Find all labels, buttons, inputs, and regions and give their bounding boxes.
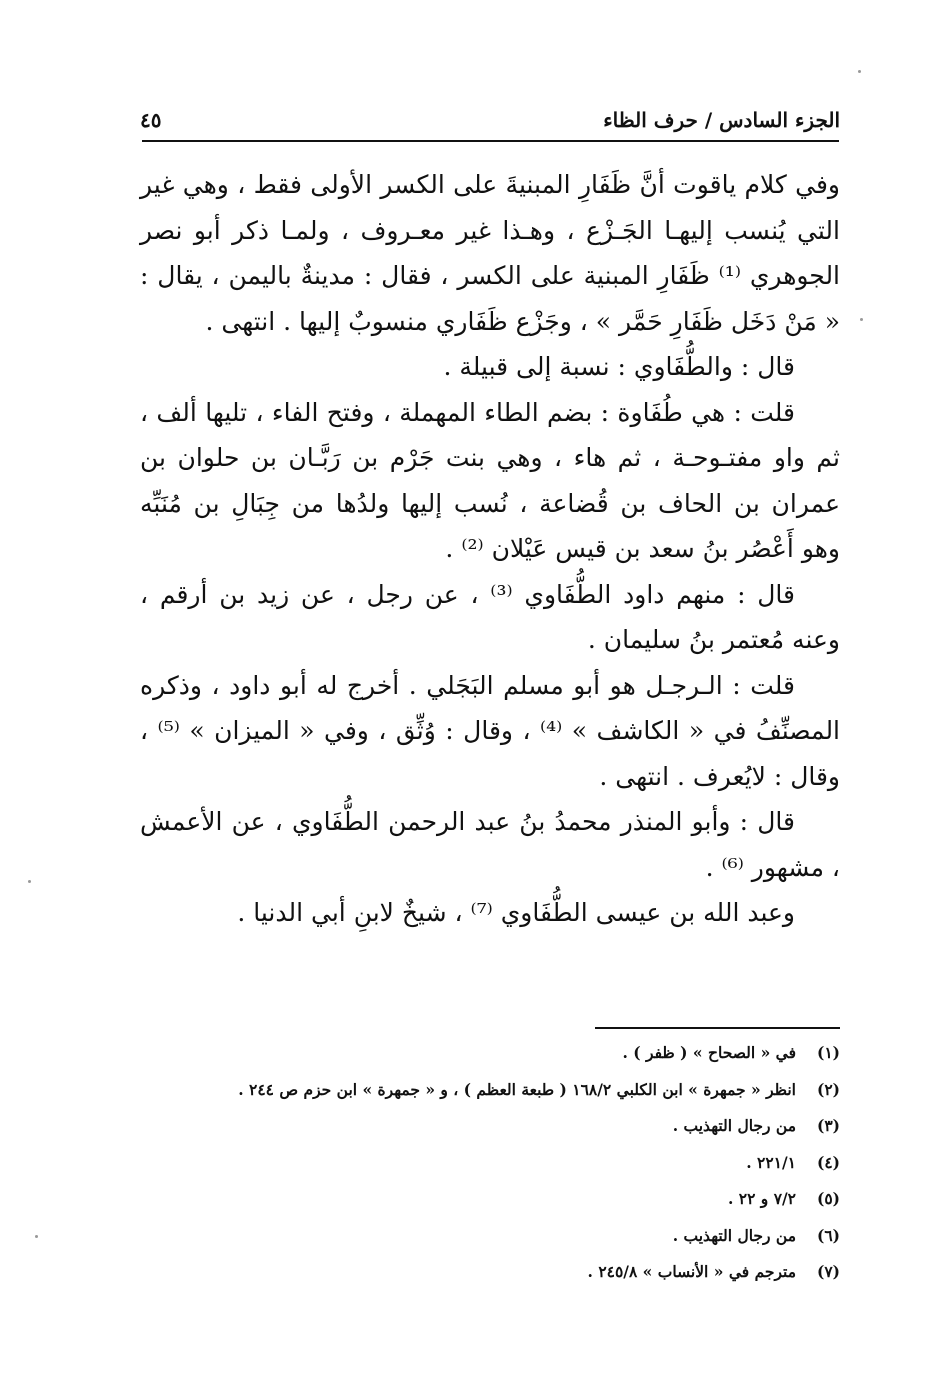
footnote bbox=[140, 1035, 840, 1072]
paragraph: قلت : الـرجـل هو أبو مسلم البَجَلي . أخرج له أبو داود ، وذكره المصنِّفُ في « الكاشف » ⁽⁴⁾ ، وقال : وُثِّق ، وفي « الميزان » ⁽⁵⁾ ، وقال : لايُعرف . انتهى . bbox=[140, 670, 841, 791]
header-rule bbox=[142, 140, 839, 142]
footnote-number: (٣) bbox=[816, 1116, 840, 1135]
footnote-number: (٦) bbox=[816, 1225, 840, 1245]
running-header bbox=[140, 92, 840, 132]
paragraph: قلت : هي طُفَاوة : بضم الطاء المهملة ، وفتح الفاء ، تليها ألف ، ثم واو مفتـوحـة ، ثم هاء ، وهي بنت جَرْم بن رَبَّـان بن حلوان بن عمران بن الحاف بن قُضاعة ، نُسب إليها ولدُها من جِبَالِ بن مُنَبِّه وهو أَعْصُر بنُ سعد بن قيس عَيْلان ⁽²⁾ . bbox=[140, 397, 840, 563]
footnote-text: من رجال التهذيب . bbox=[672, 1225, 796, 1245]
footnote-number: (٥) bbox=[816, 1189, 840, 1208]
footnote-text: انظر « جمهرة » ابن الكلبي ١٦٨/٢ ( طبعة العظم ) ، و « جمهرة » ابن حزم ص ٢٤٤ . bbox=[238, 1079, 796, 1099]
footnote bbox=[140, 1145, 840, 1182]
running-title: الجزء السادس / حرف الظاء bbox=[603, 108, 840, 132]
main-text bbox=[140, 162, 840, 936]
footnote-number: (١) bbox=[816, 1043, 840, 1062]
paragraph: قال : وأبو المنذر محمدُ بنُ عبد الرحمن الطُّفَاوي ، عن الأعمش ، مشهور ⁽⁶⁾ . bbox=[140, 807, 840, 882]
page-number: ٤٥ bbox=[140, 108, 162, 132]
scan-speck bbox=[35, 1235, 38, 1238]
footnote-text: ٢٢١/١ . bbox=[746, 1152, 796, 1172]
footnote-number: (٧) bbox=[816, 1262, 840, 1281]
footnote bbox=[140, 1218, 840, 1255]
paragraph: وفي كلام ياقوت أنَّ ظَفَارِ المبنيةَ على الكسر الأولى فقط ، وهي غير التي يُنسب إليهـا الجَـزْع ، وهـذا غير معـروف ، ولمـا ذكر أبو نصر الجوهري ⁽¹⁾ ظَفَارِ المبنية على الكسر ، فقال : مدينةٌ باليمن ، يقال : « مَنْ دَخَل ظَفَارِ حَمَّر » ، وجَزْع ظَفَاري منسوبٌ إليها . انتهى . bbox=[140, 170, 841, 336]
scan-speck bbox=[860, 318, 863, 321]
paragraph: وعبد الله بن عيسى الطُّفَاوي ⁽⁷⁾ ، شيخٌ لابنِ أبي الدنيا . bbox=[237, 898, 795, 927]
paragraph: قال : منهم داود الطُّفَاوي ⁽³⁾ ، عن رجل ، عن زيد بن أرقم ، وعنه مُعتمر بنُ سليمان . bbox=[140, 579, 840, 654]
footnote-text: في « الصحاح » ( ظفر ) . bbox=[622, 1043, 796, 1062]
footnote-text: ٧/٢ و ٢٢ . bbox=[727, 1189, 796, 1208]
footnote-number: (٤) bbox=[816, 1152, 840, 1172]
footnote bbox=[140, 1181, 840, 1218]
footnote-text: من رجال التهذيب . bbox=[672, 1116, 796, 1135]
footnote bbox=[140, 1108, 840, 1145]
footnote-rule bbox=[595, 1027, 840, 1029]
footnote-number: (٢) bbox=[816, 1079, 840, 1099]
scan-speck bbox=[858, 70, 861, 73]
footnote-text: مترجم في « الأنساب » ٢٤٥/٨ . bbox=[587, 1262, 796, 1281]
paragraph: قال : والطُّفَاوي : نسبة إلى قبيلة . bbox=[443, 352, 795, 381]
scan-speck bbox=[28, 880, 31, 883]
footnote bbox=[140, 1072, 840, 1109]
footnotes bbox=[140, 1035, 840, 1291]
footnote bbox=[140, 1254, 840, 1291]
